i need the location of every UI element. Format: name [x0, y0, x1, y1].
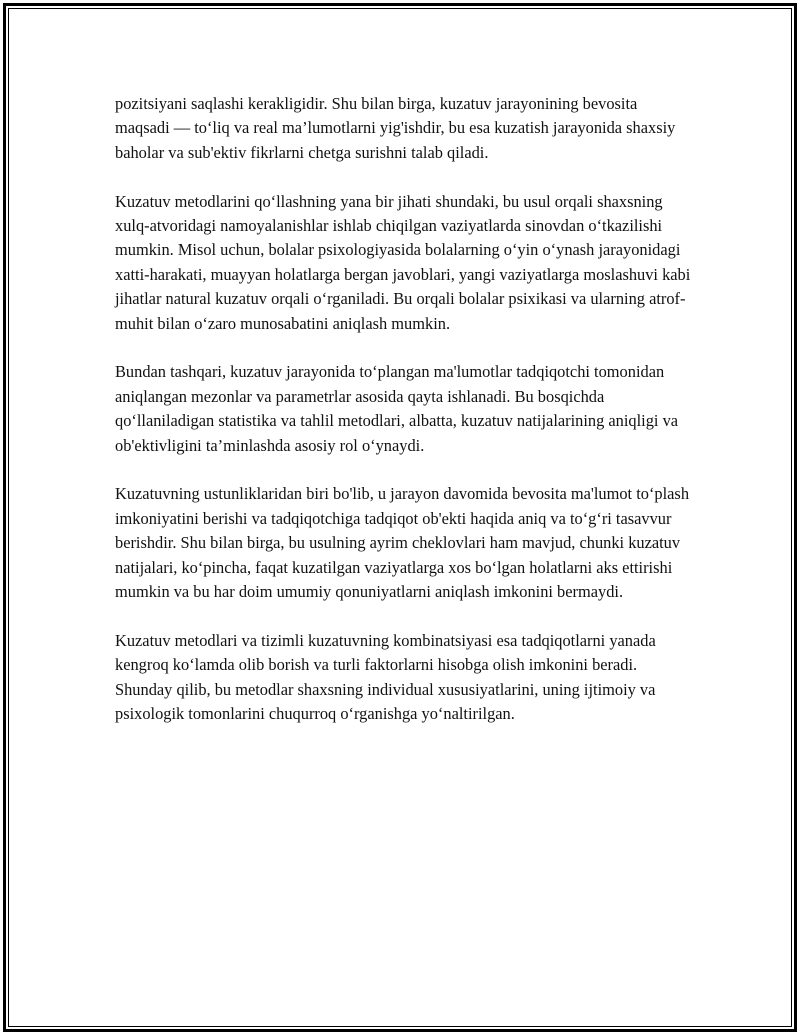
paragraph-5: Kuzatuv metodlari va tizimli kuzatuvning kombinatsiyasi esa tadqiqotlarni yanada kengroq ko‘lamda olib borish va turli faktorlarni hisobga olish imkonini beradi. Shunday qilib, bu metodlar shaxsning individual xususiyatlarini, uning ijtimoiy va psixologik tomonlarini chuqurroq o‘rganishga yo‘naltirilgan.	[115, 630, 656, 724]
paragraph-4: Kuzatuvning ustunliklaridan biri bo'lib, u jarayon davomida bevosita ma'lumot to‘plash imkoniyatini berishi va tadqiqotchiga tadqiqot ob'ekti haqida aniq va to‘g‘ri tasavvur berishdir. Shu bilan birga, bu usulning ayrim cheklovlari ham mavjud, chunki kuzatuv natijalari, ko‘pincha, faqat kuzatilgan vaziyatlarga xos bo‘lgan holatlarni aks ettirishi mumkin va bu har doim umumiy qonuniyatlarni aniqlash imkonini bermaydi.	[115, 484, 690, 602]
paragraph-1: pozitsiyani saqlashi kerakligidir. Shu bilan birga, kuzatuv jarayonining bevosita maqsadi — to‘liq va real ma’lumotlarni yig'ishdir, bu esa kuzatish jarayonida shaxsiy baholar va sub'ektiv fikrlarni chetga surishni talab qiladi.	[115, 94, 676, 162]
paragraph-3: Bundan tashqari, kuzatuv jarayonida to‘plangan ma'lumotlar tadqiqotchi tomonidan aniqlangan mezonlar va parametrlar asosida qayta ishlanadi. Bu bosqichda qo‘llaniladigan statistika va tahlil metodlari, albatta, kuzatuv natijalarining aniqligi va ob'ektivligini ta’minlashda asosiy rol o‘ynaydi.	[115, 362, 679, 455]
document-body	[115, 92, 695, 751]
paragraph-2: Kuzatuv metodlarini qo‘llashning yana bir jihati shundaki, bu usul orqali shaxsning xulq-atvoridagi namoyalanishlar ishlab chiqilgan vaziyatlarda sinovdan o‘tkazilishi mumkin. Misol uchun, bolalar psixologiyasida bolalarning o‘yin o‘ynash jarayonidagi xatti-harakati, muayyan holatlarga bergan javoblari, yangi vaziyatlarga moslashuvi kabi jihatlar natural kuzatuv orqali o‘rganiladi. Bu orqali bolalar psixikasi va ularning atrof-muhit bilan o‘zaro munosabatini aniqlash mumkin.	[115, 191, 691, 333]
